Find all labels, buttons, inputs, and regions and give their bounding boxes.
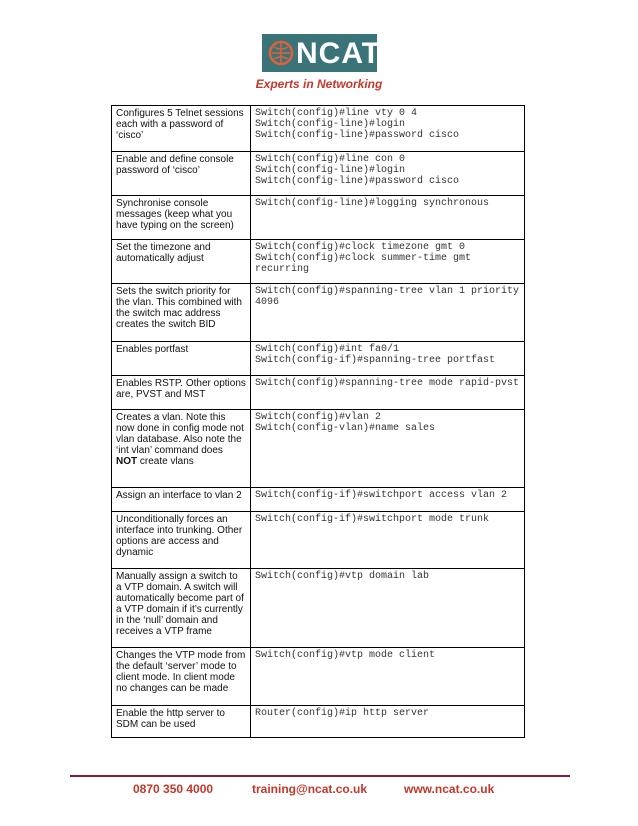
description-cell: Configures 5 Telnet sessions each with a password of ‘cisco’ [112, 106, 251, 152]
table-row [112, 376, 525, 410]
description-text: create vlans [137, 456, 194, 467]
description-cell: Manually assign a switch to a VTP domain. A switch will automatically become part of a VTP domain if it’s currently in the ‘null’ domain and receives a VTP frame [112, 569, 251, 648]
description-cell: Set the timezone and automatically adjust [112, 240, 251, 284]
description-cell: Synchronise console messages (keep what you have typing on the screen) [112, 196, 251, 240]
description-cell [112, 410, 251, 488]
command-cell: Switch(config)#spanning-tree vlan 1 priority 4096 [251, 284, 525, 342]
footer-divider [70, 775, 570, 777]
table-row [112, 488, 525, 512]
table-row [112, 196, 525, 240]
description-cell: Changes the VTP mode from the default ‘server’ mode to client mode. In client mode no changes can be made [112, 648, 251, 706]
description-cell: Enables portfast [112, 342, 251, 376]
tagline: Experts in Networking [255, 77, 383, 91]
globe-icon [268, 39, 294, 67]
description-cell: Assign an interface to vlan 2 [112, 488, 251, 512]
command-cell: Switch(config)#vtp domain lab [251, 569, 525, 648]
footer-website[interactable]: www.ncat.co.uk [404, 782, 495, 796]
command-cell: Switch(config)#spanning-tree mode rapid-pvst [251, 376, 525, 410]
footer-email[interactable]: training@ncat.co.uk [252, 782, 368, 796]
command-table [111, 105, 525, 738]
table-row [112, 342, 525, 376]
description-cell: Enable and define console password of ‘cisco’ [112, 152, 251, 196]
table-row [112, 512, 525, 569]
emphasis-text: NOT [116, 456, 138, 467]
description-cell: Unconditionally forces an interface into trunking. Other options are access and dynamic [112, 512, 251, 569]
footer-phone: 0870 350 4000 [133, 782, 214, 796]
description-cell: Sets the switch priority for the vlan. This combined with the switch mac address creates the switch BID [112, 284, 251, 342]
logo-text: NCAT [296, 37, 382, 70]
ncat-logo [262, 34, 382, 72]
table-row [112, 410, 525, 488]
command-cell: Switch(config-line)#logging synchronous [251, 196, 525, 240]
description-cell: Enables RSTP. Other options are, PVST and MST [112, 376, 251, 410]
command-cell: Switch(config-if)#switchport access vlan 2 [251, 488, 525, 512]
command-cell: Switch(config)#line con 0 Switch(config-line)#login Switch(config-line)#password cisco [251, 152, 525, 196]
command-cell: Switch(config-if)#switchport mode trunk [251, 512, 525, 569]
table-row [112, 152, 525, 196]
command-cell: Switch(config)#clock timezone gmt 0 Switch(config)#clock summer-time gmt recurring [251, 240, 525, 284]
table-row [112, 106, 525, 152]
table-row [112, 706, 525, 738]
command-cell: Switch(config)#int fa0/1 Switch(config-if)#spanning-tree portfast [251, 342, 525, 376]
command-cell: Switch(config)#vlan 2 Switch(config-vlan)#name sales [251, 410, 525, 488]
table-row [112, 648, 525, 706]
command-cell: Router(config)#ip http server [251, 706, 525, 738]
table-row [112, 569, 525, 648]
table-row [112, 240, 525, 284]
table-row [112, 284, 525, 342]
description-cell: Enable the http server to SDM can be used [112, 706, 251, 738]
description-text: Creates a vlan. Note this now done in config mode not vlan database. Also note the ‘int vlan’ command does [116, 412, 244, 456]
command-cell: Switch(config)#line vty 0 4 Switch(config-line)#login Switch(config-line)#password cisco [251, 106, 525, 152]
command-cell: Switch(config)#vtp mode client [251, 648, 525, 706]
